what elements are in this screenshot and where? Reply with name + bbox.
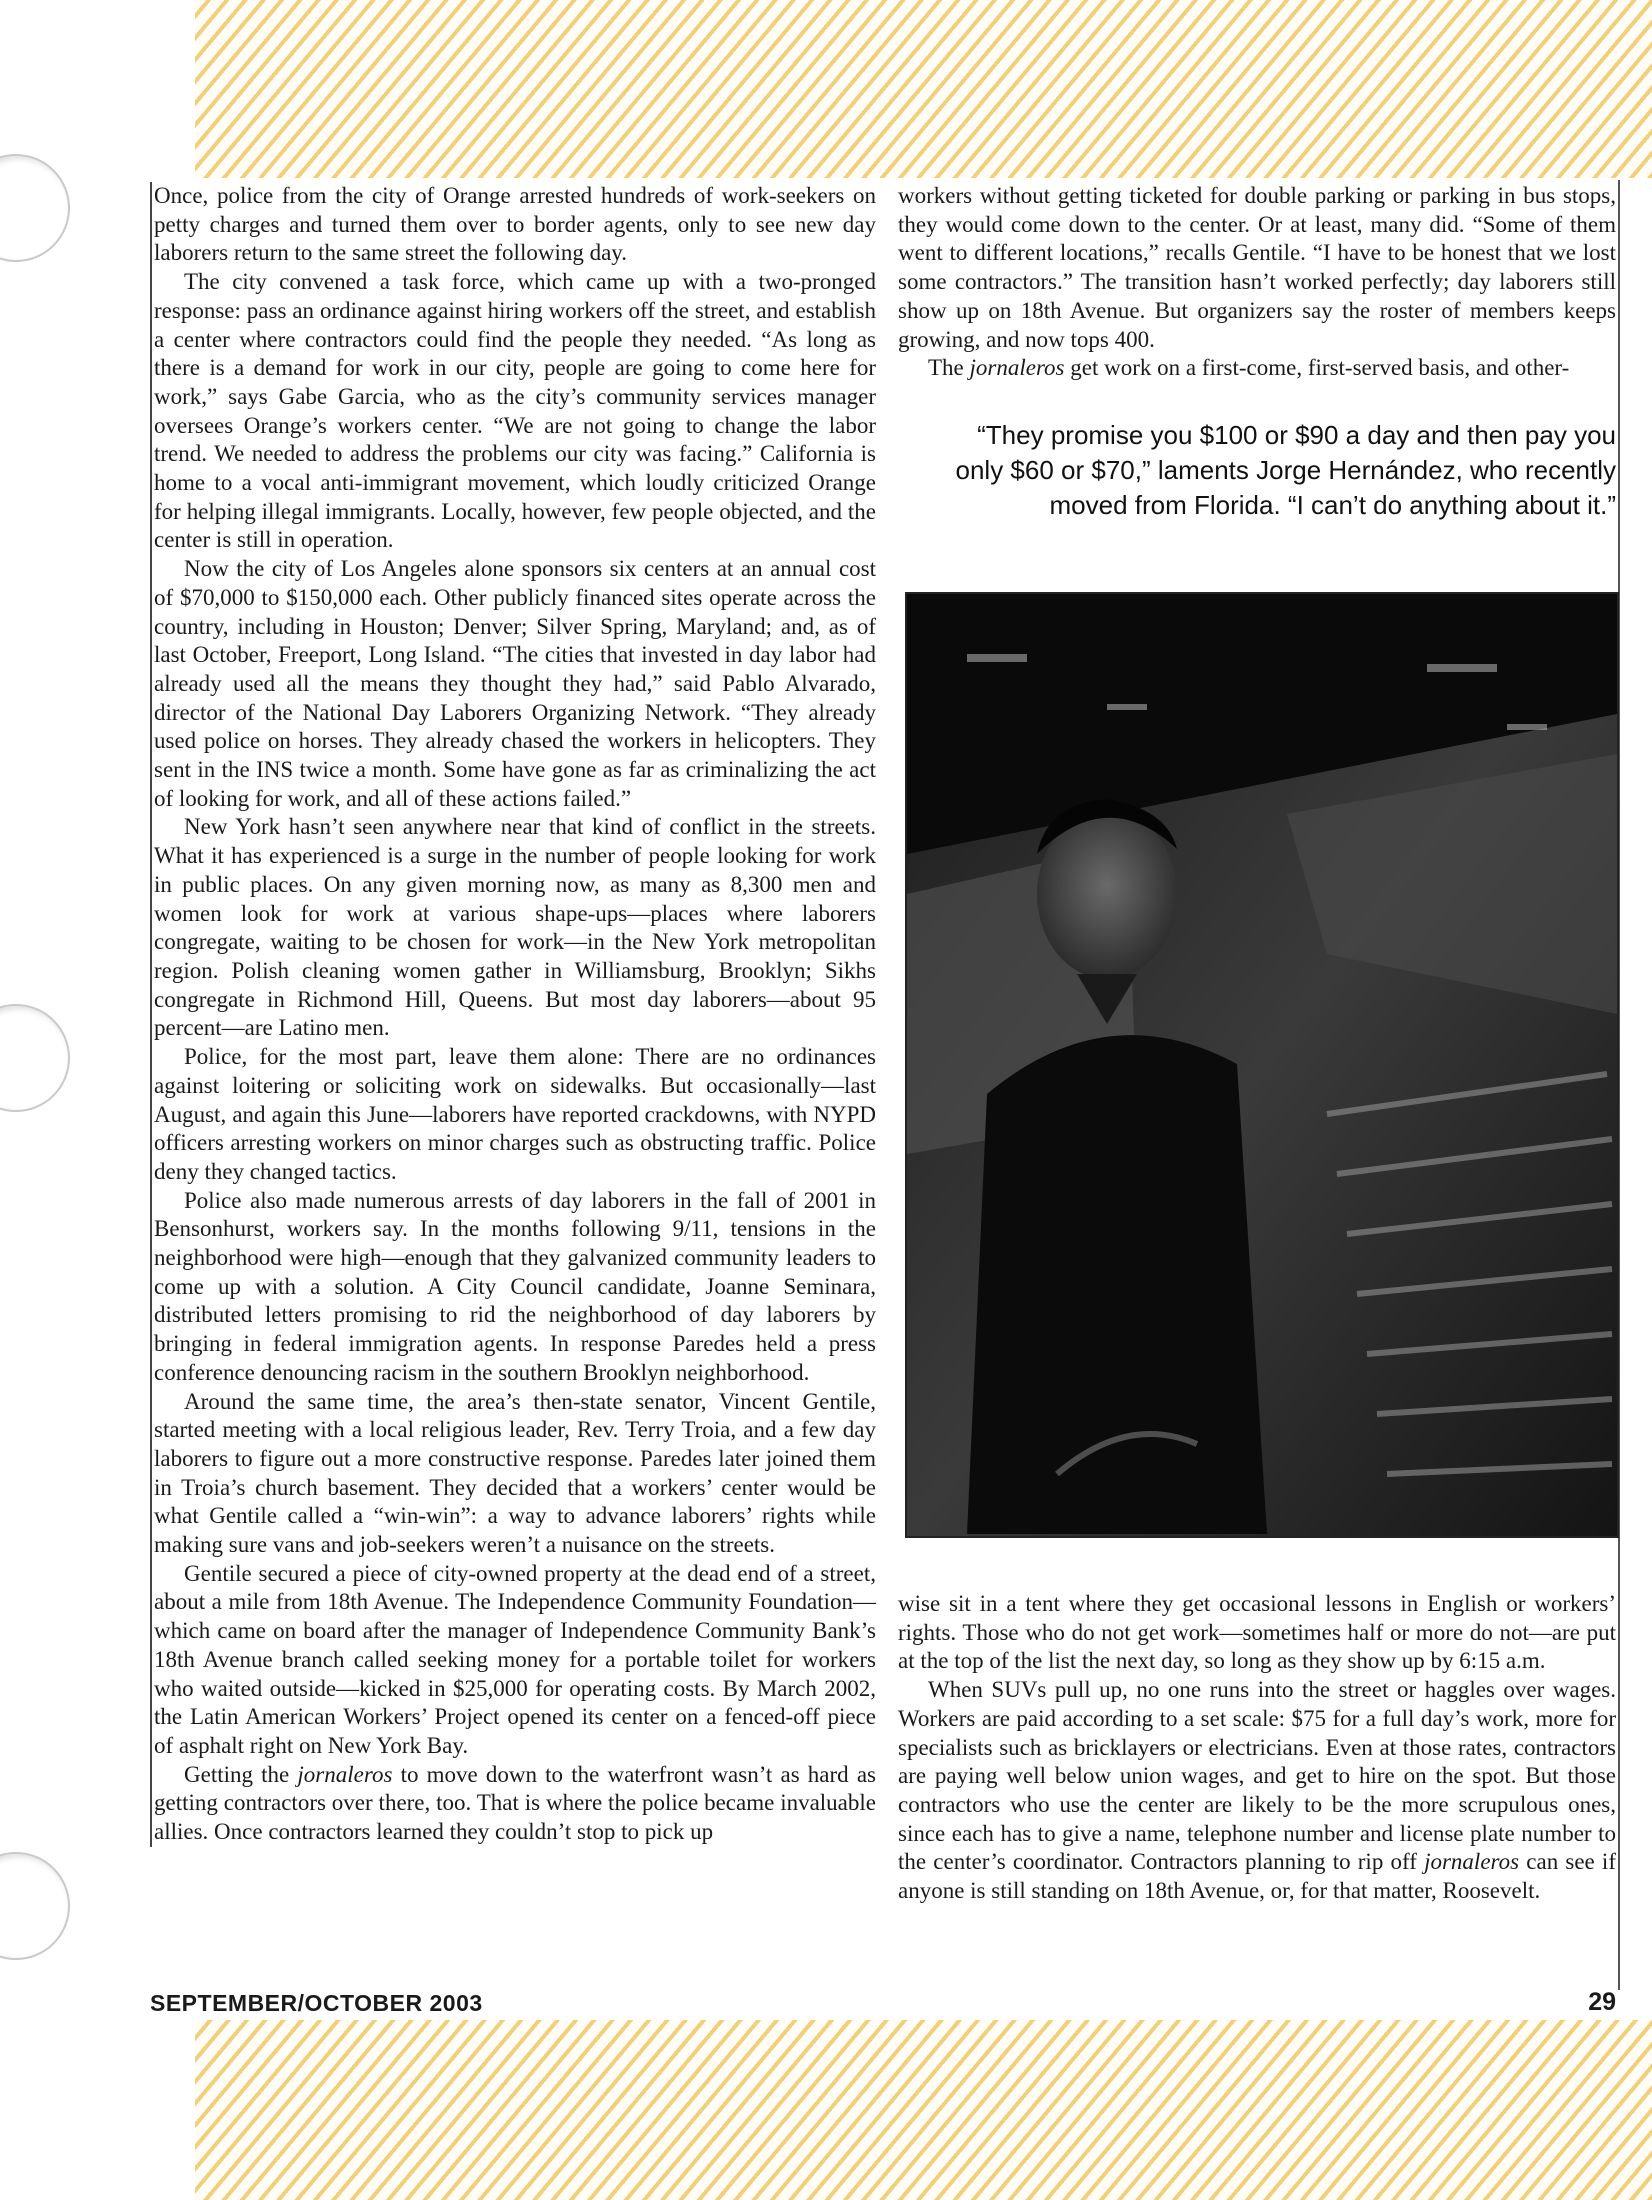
paragraph: Around the same time, the area’s then-state senator, Vincent Gentile, started meeting with a local religious leader, Rev. Terry Troia, and a few day laborers to figure out a more constructive response. Paredes later joined them in Troia’s church basement. They decided that a workers’ center would be what Gentile called a “win-win”: a way to advance laborers’ rights while making sure vans and job-seekers weren’t a nuisance on the streets. [154, 1388, 876, 1558]
paragraph [898, 354, 1616, 383]
paragraph: The city convened a task force, which came up with a two-pronged response: pass an ordinance against hiring workers off the street, and establish a center where contractors could find the people they needed. “As long as there is a demand for work in our city, people are going to come here for work,” says Gabe Garcia, who as the city’s community services manager oversees Orange’s workers center. “We are not going to change the labor trend. We needed to address the problems our city was facing.” California is home to a vocal anti-immigrant movement, which loudly criticized Orange for helping illegal immigrants. Locally, however, few people objected, and the center is still in operation. [154, 269, 876, 553]
article-right-column-top [898, 182, 1616, 383]
decorative-stripe-top [195, 0, 1652, 178]
binder-hole-top [0, 154, 70, 262]
photo-day-laborer [905, 592, 1619, 1538]
binder-hole-bottom [0, 1852, 70, 1960]
paragraph: Gentile secured a piece of city-owned property at the dead end of a street, about a mile from 18th Avenue. The Independence Community Foundation—which came on board after the manager of Independence Community Bank’s 18th Avenue branch called seeking money for a portable toilet for workers who waited outside—kicked in $25,000 for operating costs. By March 2002, the Latin American Workers’ Project opened its center on a fenced-off piece of asphalt right on New York Bay. [154, 1560, 876, 1758]
paragraph: New York hasn’t seen anywhere near that kind of conflict in the streets. What it has experienced is a surge in the number of people looking for work in public places. On any given morning now, as many as 8,300 men and women look for work at various shape-ups—places where laborers congregate, waiting to be chosen for work—in the New York metropolitan region. Polish cleaning women gather in Williamsburg, Brooklyn; Sikhs congregate in Richmond Hill, Queens. But most day laborers—about 95 percent—are Latino men. [154, 814, 876, 1041]
text-run: can see if anyone is still standing on 18th Avenue, or, for that matter, Roosevelt. [898, 1849, 1616, 1904]
paragraph: Once, police from the city of Orange arrested hundreds of work-seekers on petty charges and turned them over to border agents, only to see new day laborers return to the same street the following day. [154, 183, 876, 266]
binder-hole-middle [0, 1004, 70, 1112]
italic-term: jornaleros [969, 355, 1065, 381]
text-run: get work on a first-come, first-served basis, and other- [1064, 355, 1570, 381]
paragraph: workers without getting ticketed for double parking or parking in bus stops, they would come down to the center. Or at least, many did. “Some of them went to different locations,” recalls Gentile. “I have to be honest that we lost some contractors.” The transition hasn’t worked perfectly; day laborers still show up on 18th Avenue. But organizers say the roster of members keeps growing, and now tops 400. [898, 183, 1616, 352]
article-right-column-bottom [898, 1590, 1616, 1906]
text-run: Getting the [184, 1761, 298, 1787]
issue-date: SEPTEMBER/OCTOBER 2003 [150, 1990, 483, 2016]
decorative-stripe-bottom [195, 2020, 1652, 2200]
paragraph: Now the city of Los Angeles alone sponsors six centers at an annual cost of $70,000 to $150,000 each. Other publicly financed sites operate across the country, including in Houston; Denver; Silver Spring, Maryland; and, as of last October, Freeport, Long Island. “The cities that invested in day labor had already used all the means they thought they had,” said Pablo Alvarado, director of the National Day Laborers Organizing Network. “They already used police on horses. They already chased the workers in helicopters. They sent in the INS twice a month. Some have gone as far as criminalizing the act of looking for work, and all of these actions failed.” [154, 556, 876, 811]
paragraph: wise sit in a tent where they get occasional lessons in English or workers’ rights. Those who do not get work—sometimes half or more do not—are put at the top of the list the next day, so long as they show up by 6:15 a.m. [898, 1591, 1616, 1674]
paragraph [898, 1676, 1616, 1906]
text-run: When SUVs pull up, no one runs into the street or haggles over wages. Workers are paid according to a set scale: $75 for a full day’s work, more for specialists such as bricklayers or electricians. Even at those rates, contractors are paying well below union wages, and get to hire on the spot. But those contractors who use the center are likely to be the more scrupulous ones, since each has to give a name, telephone number and license plate number to the center’s coordinator. Contractors planning to rip off [898, 1677, 1616, 1875]
italic-term: jornaleros [1424, 1849, 1520, 1875]
page-number: 29 [1588, 1988, 1616, 2016]
pull-quote: “They promise you $100 or $90 a day and then pay you only $60 or $70,” laments Jorge Hernández, who recently moved from Florida. “I can’t do anything about it.” [955, 420, 1616, 520]
paragraph: Police also made numerous arrests of day laborers in the fall of 2001 in Bensonhurst, workers say. In the months following 9/11, tensions in the neighborhood were high—enough that they galvanized community leaders to come up with a solution. A City Council candidate, Joanne Seminara, distributed letters promising to rid the neighborhood of day laborers by bringing in federal immigration agents. In response Paredes held a press conference denouncing racism in the southern Brooklyn neighborhood. [154, 1187, 876, 1385]
text-run: to move down to the waterfront wasn’t as hard as getting contractors over there, too. That is where the police became invaluable allies. Once contractors learned they couldn’t stop to pick up [154, 1761, 876, 1845]
paragraph: Police, for the most part, leave them alone: There are no ordinances against loitering or soliciting work on sidewalks. But occasionally—last August, and again this June—laborers have reported crackdowns, with NYPD officers arresting workers on minor charges such as obstructing traffic. Police deny they changed tactics. [154, 1044, 876, 1184]
article-left-column [150, 182, 876, 1847]
paragraph [154, 1761, 876, 1847]
italic-term: jornaleros [297, 1761, 393, 1787]
text-run: The [928, 355, 970, 381]
photo-illustration [907, 594, 1617, 1536]
